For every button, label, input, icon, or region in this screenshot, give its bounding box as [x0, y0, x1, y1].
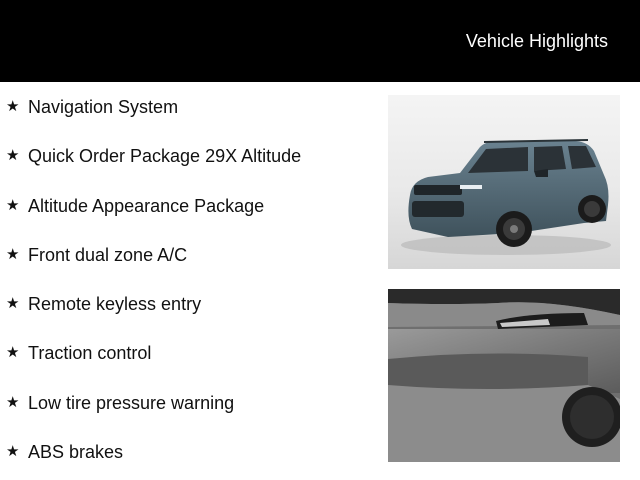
features-list — [6, 95, 376, 480]
feature-label: Low tire pressure warning — [28, 392, 235, 413]
feature-item — [6, 194, 376, 243]
feature-item — [6, 292, 376, 341]
star-icon: ★ — [6, 393, 20, 411]
star-icon: ★ — [6, 344, 20, 362]
star-icon: ★ — [6, 147, 20, 165]
feature-item — [6, 144, 376, 193]
star-icon: ★ — [6, 295, 20, 313]
feature-label: ABS brakes — [28, 442, 124, 463]
vehicle-exterior-photo — [388, 95, 620, 269]
feature-item — [6, 440, 376, 480]
feature-label: Navigation System — [28, 97, 179, 117]
feature-label: Front dual zone A/C — [28, 244, 188, 265]
star-icon: ★ — [6, 98, 20, 115]
door-panel-interior-photo — [388, 289, 620, 462]
door-panel-illustration — [388, 289, 620, 462]
header-bar — [0, 0, 640, 82]
feature-item — [6, 341, 376, 390]
feature-label: Remote keyless entry — [28, 294, 202, 315]
feature-item — [6, 243, 376, 292]
star-icon: ★ — [6, 196, 20, 214]
feature-label: Quick Order Package 29X Altitude — [28, 146, 302, 167]
page-title: Vehicle Highlights — [465, 31, 608, 51]
feature-item — [6, 95, 376, 144]
suv-illustration — [388, 95, 620, 269]
star-icon: ★ — [6, 245, 20, 263]
feature-label: Altitude Appearance Package — [28, 195, 265, 216]
feature-item — [6, 391, 376, 440]
feature-label: Traction control — [28, 343, 152, 364]
star-icon: ★ — [6, 443, 20, 461]
